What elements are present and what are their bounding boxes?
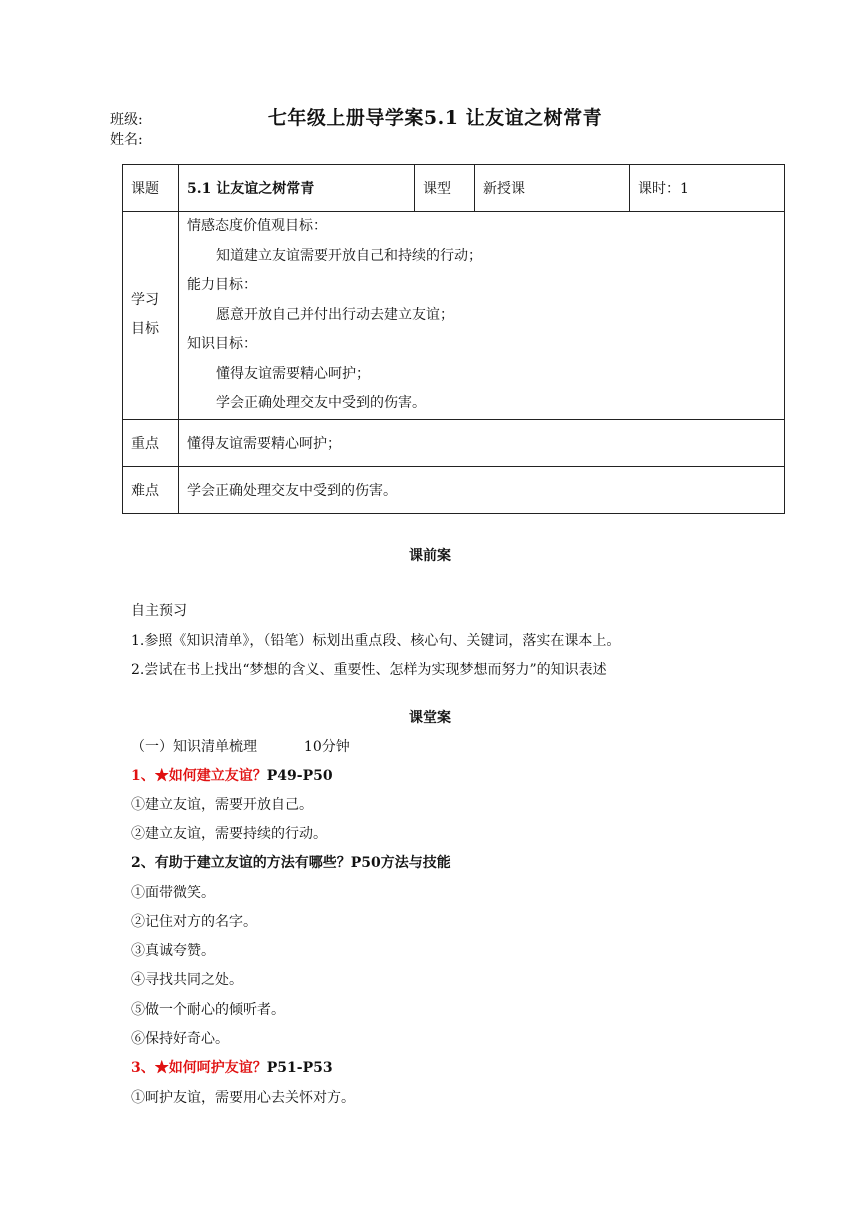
topic-label: 课题 xyxy=(123,165,179,212)
question-3-pages: P51-P53 xyxy=(266,1060,333,1076)
key-value: 懂得友谊需要精心呵护； xyxy=(179,419,785,466)
question-3 xyxy=(131,1057,333,1077)
topic-row xyxy=(123,165,785,212)
preclass-title: 课前案 xyxy=(409,548,451,564)
part1-label: （一）知识清单梳理 xyxy=(131,739,257,755)
lesson-info-table xyxy=(122,164,785,514)
name-label: 姓名: xyxy=(110,132,143,148)
topic-value: 5.1 让友谊之树常青 xyxy=(179,165,415,212)
goals-label-line1: 学习 xyxy=(131,292,159,309)
goals-content xyxy=(179,212,785,420)
question-1-pages: P49-P50 xyxy=(266,768,333,784)
answer-item: ①呵护友谊，需要用心去关怀对方。 xyxy=(131,1090,355,1106)
answer-item: ①面带微笑。 xyxy=(131,885,215,901)
question-1-text: 1、★如何建立友谊？ xyxy=(131,768,267,784)
question-1 xyxy=(131,765,333,785)
answer-item: ②记住对方的名字。 xyxy=(131,914,257,930)
preclass-item: 1.参照《知识清单》，（铅笔）标划出重点段、核心句、关键词，落实在课本上。 xyxy=(131,633,621,649)
goals-label-line2: 目标 xyxy=(131,321,159,338)
difficulty-row xyxy=(123,466,785,513)
answer-item: ③真诚夸赞。 xyxy=(131,943,215,959)
goal-item: 知道建立友谊需要开放自己和持续的行动； xyxy=(216,247,482,264)
class-label: 班级: xyxy=(110,112,143,128)
document-title: 七年级上册导学案5.1 让友谊之树常青 xyxy=(267,107,603,129)
part1-time: 10分钟 xyxy=(303,739,350,755)
goal-item: 愿意开放自己并付出行动去建立友谊； xyxy=(216,306,454,323)
goal-item: 懂得友谊需要精心呵护； xyxy=(216,365,370,382)
answer-item: ①建立友谊，需要开放自己。 xyxy=(131,797,313,813)
preclass-subtitle: 自主预习 xyxy=(131,603,187,619)
goal-item: 学会正确处理交友中受到的伤害。 xyxy=(216,395,426,411)
answer-item: ⑥保持好奇心。 xyxy=(131,1031,229,1047)
question-2-text: 2、有助于建立友谊的方法有哪些？P50方法与技能 xyxy=(131,855,451,871)
inclass-title: 课堂案 xyxy=(409,710,451,726)
difficulty-label: 难点 xyxy=(123,466,179,513)
goals-label xyxy=(123,212,179,420)
key-label: 重点 xyxy=(123,419,179,466)
goal-heading-knowledge: 知识目标： xyxy=(187,336,257,352)
part1-heading xyxy=(131,736,350,756)
answer-item: ②建立友谊，需要持续的行动。 xyxy=(131,826,327,842)
key-point-row xyxy=(123,419,785,466)
type-label: 课型 xyxy=(415,165,475,212)
preclass-item: 2.尝试在书上找出“梦想的含义、重要性、怎样为实现梦想而努力”的知识表述 xyxy=(131,662,607,678)
goal-heading-ability: 能力目标： xyxy=(187,277,257,293)
goals-row xyxy=(123,212,785,420)
answer-item: ④寻找共同之处。 xyxy=(131,972,243,988)
difficulty-value: 学会正确处理交友中受到的伤害。 xyxy=(179,466,785,513)
answer-item: ⑤做一个耐心的倾听者。 xyxy=(131,1002,285,1018)
type-value: 新授课 xyxy=(475,165,630,212)
goal-heading-attitude: 情感态度价值观目标： xyxy=(187,218,327,234)
hours-value: 课时：1 xyxy=(630,165,785,212)
question-3-text: 3、★如何呵护友谊？ xyxy=(131,1060,267,1076)
